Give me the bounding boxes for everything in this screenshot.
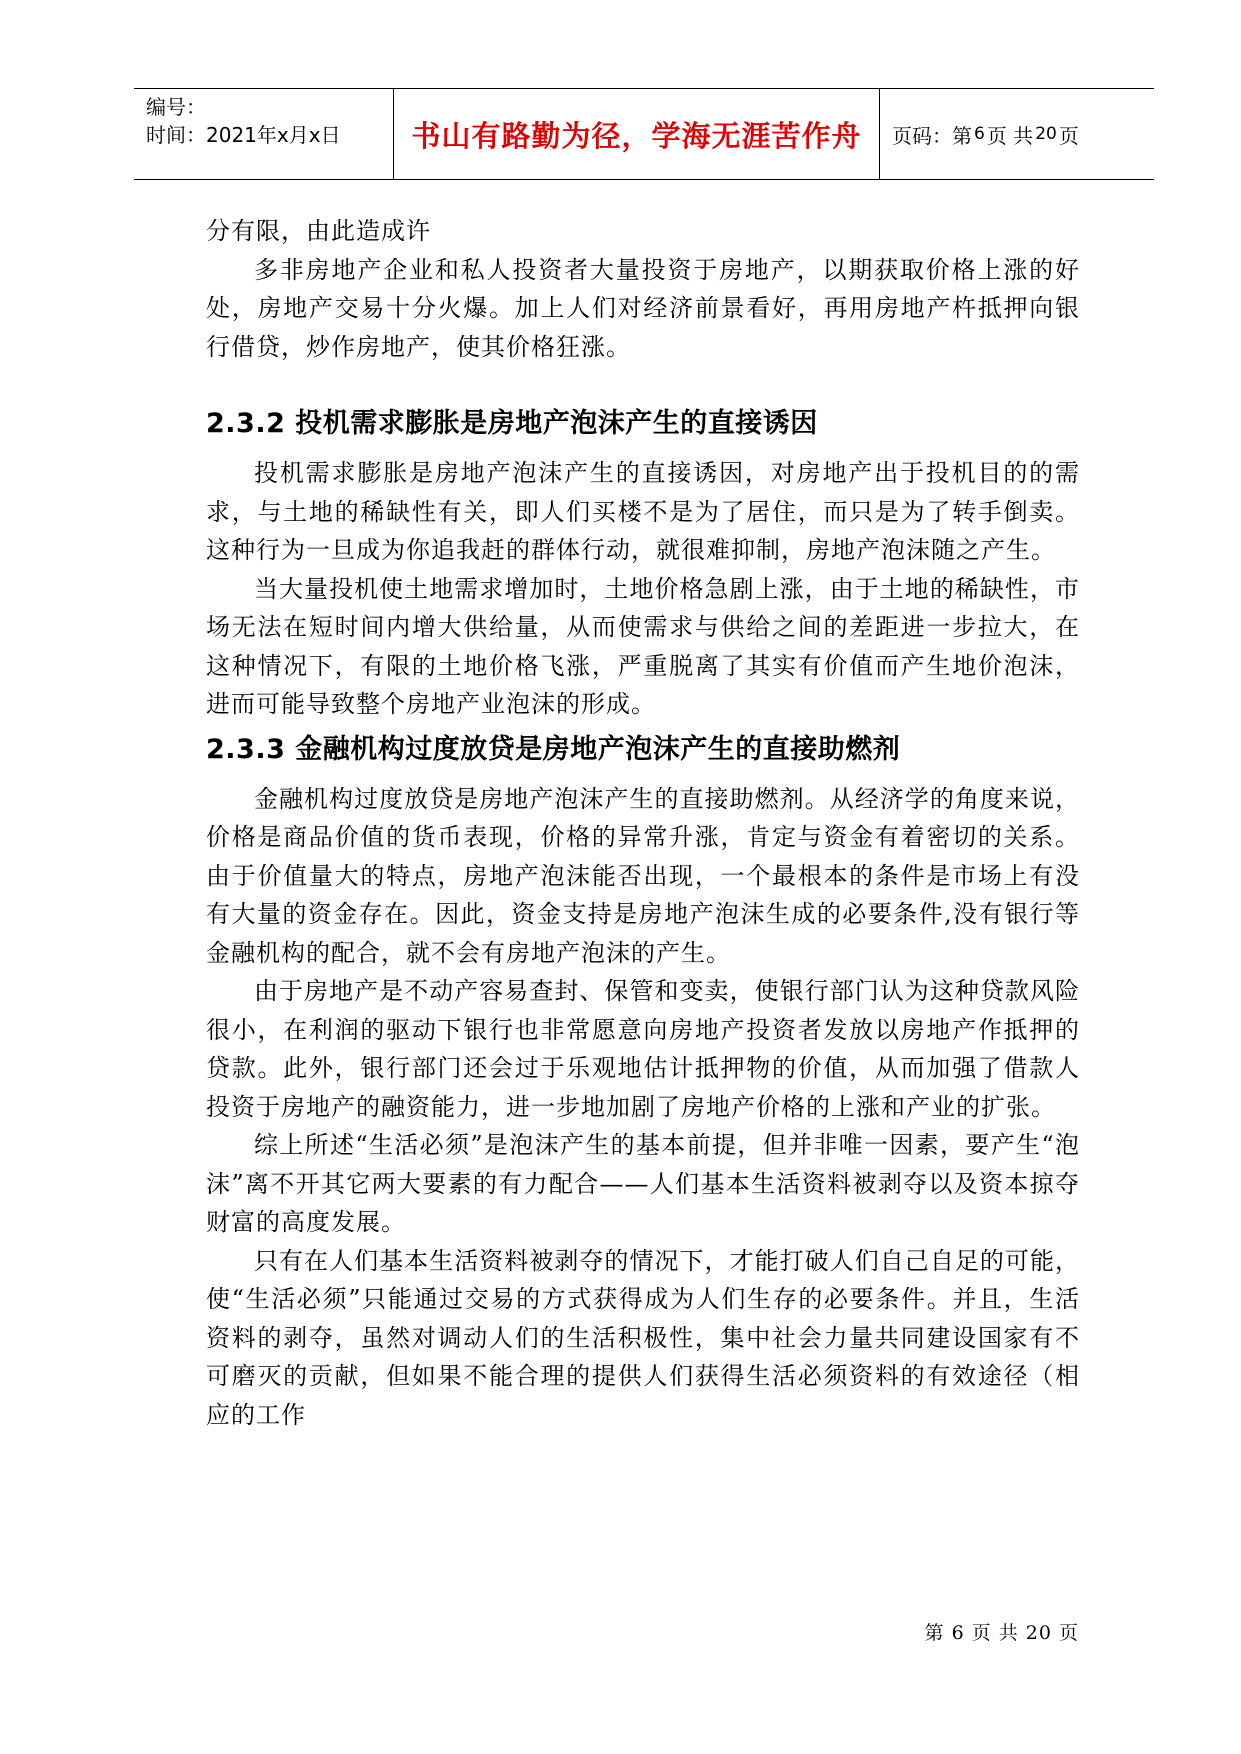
page-prefix: 页码：第 xyxy=(892,123,972,148)
paragraph-2: 多非房地产企业和私人投资者大量投资于房地产，以期获取价格上涨的好处，房地产交易十分火爆。加上人们对经济前景看好，再用房地产杵抵押向银行借贷，炒作房地产，使其价格狂涨。 xyxy=(206,255,1080,361)
header-page-number xyxy=(880,89,1154,179)
paragraph-3: 投机需求膨胀是房地产泡沫产生的直接诱因，对房地产出于投机目的的需求，与土地的稀缺性有关，即人们买楼不是为了居住，而只是为了转手倒卖。这种行为一旦成为你追我赶的群体行动，就很难抑制，房地产泡沫随之产生。 xyxy=(206,459,1080,564)
paragraph-6: 由于房地产是不动产容易查封、保管和变卖，使银行部门认为这种贷款风险很小，在利润的驱动下银行也非常愿意向房地产投资者发放以房地产作抵押的贷款。此外，银行部门还会过于乐观地估计抵押物的价值，从而加强了借款人投资于房地产的融资能力，进一步地加剧了房地产价格的上涨和产业的扩张。 xyxy=(206,977,1080,1121)
time-label: 时间：2021年x月x日 xyxy=(146,123,341,147)
page-mid: 页 共 xyxy=(986,123,1034,148)
section-heading-2-3-2: 2.3.2 投机需求膨胀是房地产泡沫产生的直接诱因 xyxy=(206,408,818,439)
paragraph-8: 只有在人们基本生活资料被剥夺的情况下，才能打破人们自己自足的可能，使“生活必须”只能通过交易的方式获得成为人们生存的必要条件。并且，生活资料的剥夺，虽然对调动人们的生活积极性，集中社会力量共同建设国家有不可磨灭的贡献，但如果不能合理的提供人们获得生活必须资料的有效途径（相应的工作 xyxy=(206,1246,1080,1429)
paragraph-4: 当大量投机使土地需求增加时，土地价格急剧上涨，由于土地的稀缺性，市场无法在短时间内增大供给量，从而使需求与供给之间的差距进一步拉大，在这种情况下，有限的土地价格飞涨，严重脱离了其实有价值而产生地价泡沫，进而可能导致整个房地产业泡沫的形成。 xyxy=(206,574,1080,718)
page-total: 20 xyxy=(1035,124,1057,144)
section-heading-2-3-3: 2.3.3 金融机构过度放贷是房地产泡沫产生的直接助燃剂 xyxy=(206,733,901,765)
page-suffix: 页 xyxy=(1058,123,1079,148)
header-motto: 书山有路勤为径，学海无涯苦作舟 xyxy=(394,89,880,179)
paragraph-5: 金融机构过度放贷是房地产泡沫产生的直接助燃剂。从经济学的角度来说，价格是商品价值的货币表现，价格的异常升涨，肯定与资金有着密切的关系。由于价值量大的特点，房地产泡沫能否出现，一个最根本的条件是市场上有没有大量的资金存在。因此，资金支持是房地产泡沫生成的必要条件,没有银行等金融机构的配合，就不会有房地产泡沫的产生。 xyxy=(206,784,1080,967)
page-current: 6 xyxy=(974,124,985,144)
document-body xyxy=(206,212,1080,1434)
number-label: 编号： xyxy=(146,95,206,119)
paragraph-7: 综上所述“生活必须”是泡沫产生的基本前提，但并非唯一因素，要产生“泡沫”离不开其它两大要素的有力配合——人们基本生活资料被剥夺以及资本掠夺财富的高度发展。 xyxy=(206,1131,1080,1236)
paragraph-1: 分有限，由此造成许 xyxy=(206,217,431,245)
page-footer: 第 6 页 共 20 页 xyxy=(924,1622,1079,1644)
page-header xyxy=(134,88,1154,180)
header-meta xyxy=(134,89,394,179)
